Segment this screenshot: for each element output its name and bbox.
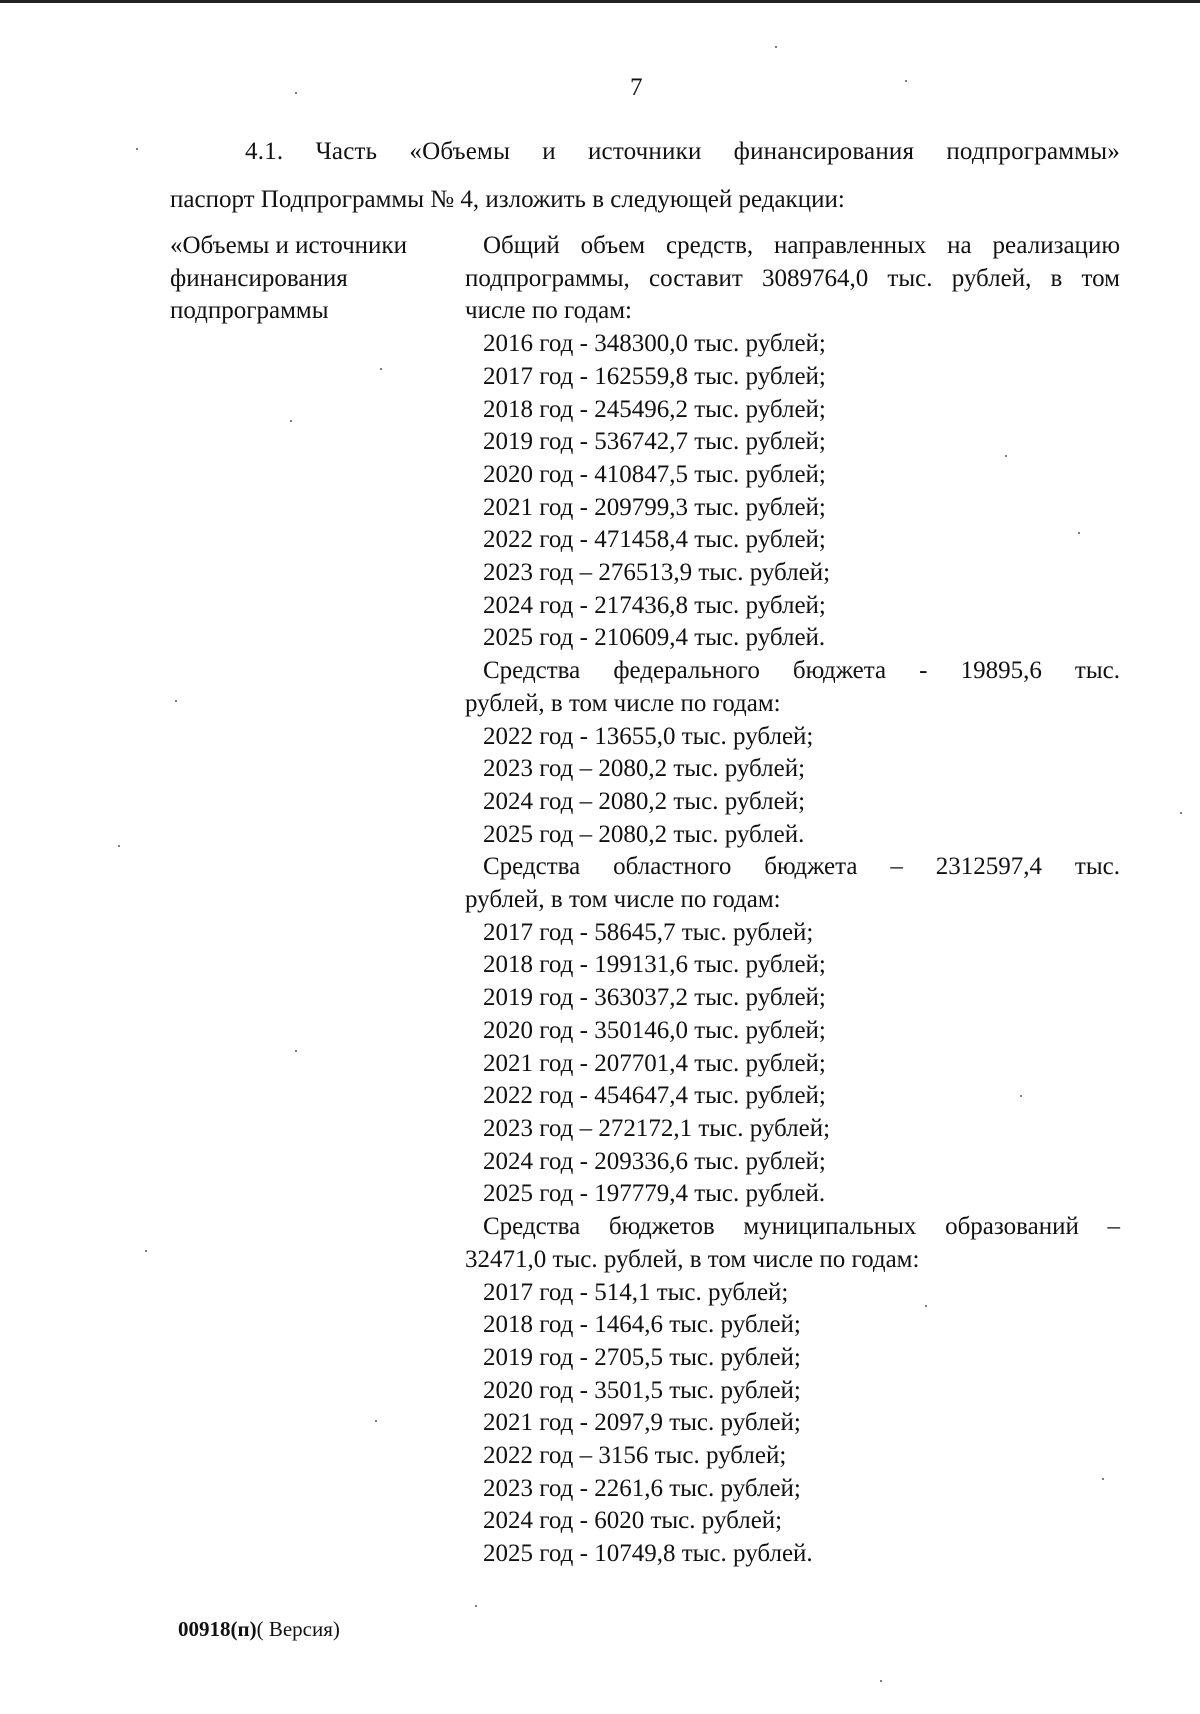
year-line: 2024 год - 217436,8 тыс. рублей; [483,591,826,619]
federal-line-1: Средства федерального бюджета - 19895,6 тыс. [483,657,1120,685]
scan-speck [1020,1095,1022,1097]
year-line: 2023 год – 2080,2 тыс. рублей; [483,755,806,783]
year-line: 2019 год - 536742,7 тыс. рублей; [483,428,826,456]
regional-line-2: рублей, в том числе по годам: [465,886,781,914]
year-line: 2025 год - 197779,4 тыс. рублей. [483,1180,826,1208]
page-number: 7 [630,74,643,101]
total-line-3: числе по годам: [465,297,632,325]
year-line: 2021 год - 2097,9 тыс. рублей; [483,1409,801,1437]
year-line: 2019 год - 363037,2 тыс. рублей; [483,984,826,1012]
year-line: 2025 год - 210609,4 тыс. рублей. [483,624,826,652]
passport-left-cell [170,230,450,328]
intro-line-2: паспорт Подпрограммы № 4, изложить в следующей редакции: [170,186,845,213]
scan-speck [1078,532,1080,534]
municipal-line-2: 32471,0 тыс. рублей, в том числе по годам: [465,1245,920,1273]
year-line: 2016 год - 348300,0 тыс. рублей; [483,330,826,358]
year-line: 2018 год - 245496,2 тыс. рублей; [483,395,826,423]
year-line: 2021 год - 207701,4 тыс. рублей; [483,1049,826,1077]
scan-speck [295,92,297,94]
left-cell-line: подпрограммы [170,297,329,325]
passport-right-cell [465,230,1120,1571]
year-line: 2019 год - 2705,5 тыс. рублей; [483,1343,801,1371]
scan-speck [1102,1478,1104,1480]
scan-speck [905,80,907,82]
year-line: 2023 год – 276513,9 тыс. рублей; [483,559,831,587]
scan-speck [925,1305,927,1307]
scan-speck [145,1250,147,1252]
regional-line-1: Средства областного бюджета – 2312597,4 тыс. [483,853,1120,881]
year-line: 2024 год – 2080,2 тыс. рублей; [483,787,806,815]
year-line: 2017 год - 58645,7 тыс. рублей; [483,918,814,946]
scan-speck [175,700,177,702]
year-line: 2025 год - 10749,8 тыс. рублей. [483,1540,813,1568]
year-line: 2018 год - 199131,6 тыс. рублей; [483,951,826,979]
year-line: 2025 год – 2080,2 тыс. рублей. [483,820,805,848]
scan-speck [136,148,138,150]
year-line: 2022 год - 454647,4 тыс. рублей; [483,1082,826,1110]
year-line: 2023 год – 272172,1 тыс. рублей; [483,1114,831,1142]
scan-speck [295,1050,297,1052]
intro-line-1: 4.1. Часть «Объемы и источники финансирования подпрограммы» [245,138,1120,165]
total-line-1: Общий объем средств, направленных на реализацию [483,232,1120,259]
municipal-line-1: Средства бюджетов муниципальных образований – [483,1213,1120,1241]
total-line-2: подпрограммы, составит 3089764,0 тыс. рублей, в том [465,264,1120,292]
intro-paragraph [170,128,1120,224]
year-line: 2021 год - 209799,3 тыс. рублей; [483,493,826,521]
scan-speck [375,1420,377,1422]
year-line: 2018 год - 1464,6 тыс. рублей; [483,1311,801,1339]
scan-speck [290,420,292,422]
left-cell-line: финансирования [170,264,348,292]
scan-top-edge [0,0,1200,3]
scan-speck [880,1680,882,1682]
scan-speck [475,1605,477,1607]
year-line: 2024 год - 209336,6 тыс. рублей; [483,1147,826,1175]
document-footer [178,1617,340,1642]
footer-version: ( Версия) [256,1617,340,1641]
scan-speck [1180,812,1182,814]
footer-code: 00918(п) [178,1617,257,1641]
scan-speck [1005,455,1007,457]
scan-speck [380,368,382,370]
year-line: 2022 год – 3156 тыс. рублей; [483,1442,787,1470]
year-line: 2023 год - 2261,6 тыс. рублей; [483,1474,801,1502]
year-line: 2020 год - 350146,0 тыс. рублей; [483,1016,826,1044]
year-line: 2022 год - 471458,4 тыс. рублей; [483,526,826,554]
year-line: 2020 год - 410847,5 тыс. рублей; [483,460,826,488]
left-cell-line: «Объемы и источники [170,232,407,259]
year-line: 2020 год - 3501,5 тыс. рублей; [483,1376,801,1404]
year-line: 2024 год - 6020 тыс. рублей; [483,1507,783,1535]
year-line: 2017 год - 162559,8 тыс. рублей; [483,362,826,390]
year-line: 2017 год - 514,1 тыс. рублей; [483,1278,789,1306]
federal-line-2: рублей, в том числе по годам: [465,689,781,717]
scan-speck [118,845,120,847]
year-line: 2022 год - 13655,0 тыс. рублей; [483,722,814,750]
scan-speck [775,46,777,48]
